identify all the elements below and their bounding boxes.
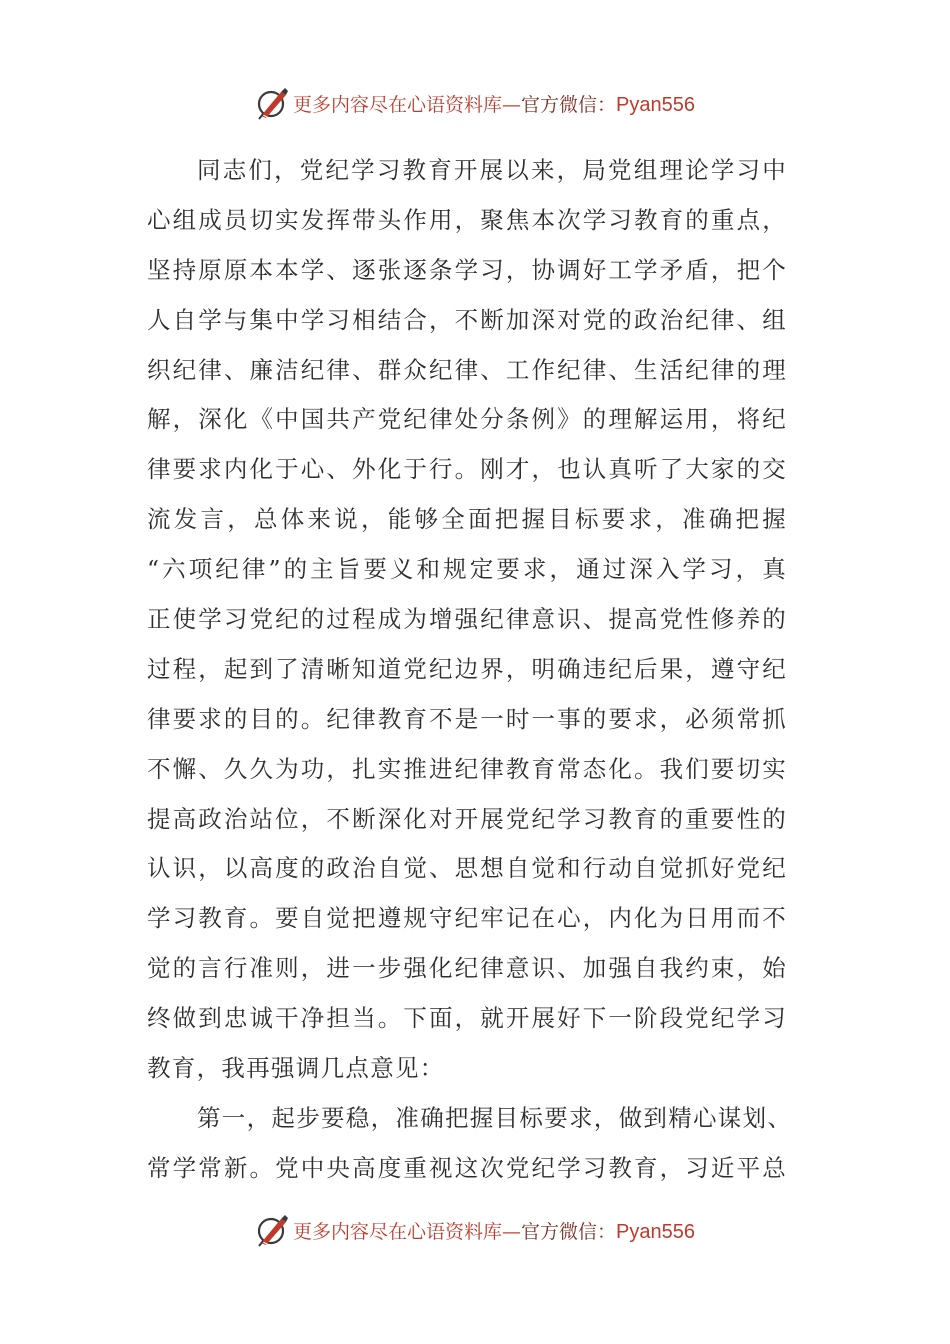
header-banner-wechat-id: Pyan556 (616, 93, 695, 116)
body-line: 律要求内化于心、外化于行。刚才，也认真听了大家的交 (147, 455, 787, 484)
body-text (147, 146, 793, 1194)
footer-banner[interactable] (0, 1210, 950, 1250)
body-line: 人自学与集中学习相结合，不断加深对党的政治纪律、组 (147, 305, 787, 334)
fountain-pen-circle-logo-icon (255, 86, 289, 120)
fountain-pen-circle-logo-icon (255, 1213, 289, 1247)
footer-banner-wechat-id: Pyan556 (616, 1220, 695, 1243)
body-line: 学习教育。要自觉把遵规守纪牢记在心，内化为日用而不 (147, 904, 787, 933)
header-banner-label: 官方微信： (521, 93, 617, 116)
footer-banner-separator: — (502, 1220, 522, 1243)
body-line: 认识，以高度的政治自觉、思想自觉和行动自觉抓好党纪 (147, 854, 787, 883)
footer-banner-label: 官方微信： (521, 1220, 617, 1243)
body-line: 觉的言行准则，进一步强化纪律意识、加强自我约束，始 (147, 954, 787, 983)
body-line: 坚持原原本本学、逐张逐条学习，协调好工学矛盾，把个 (147, 255, 787, 284)
body-line: 同志们，党纪学习教育开展以来，局党组理论学习中 (197, 156, 787, 184)
body-line: 提高政治站位，不断深化对开展党纪学习教育的重要性的 (147, 804, 787, 833)
body-line: 第一，起步要稳，准确把握目标要求，做到精心谋划、 (197, 1103, 793, 1132)
header-banner-separator: — (502, 93, 522, 116)
header-banner[interactable] (0, 83, 950, 123)
body-line: 不懈、久久为功，扎实推进纪律教育常态化。我们要切实 (147, 754, 787, 783)
body-line: 律要求的目的。纪律教育不是一时一事的要求，必须常抓 (147, 704, 787, 733)
body-line: 常学常新。党中央高度重视这次党纪学习教育，习近平总 (147, 1153, 787, 1182)
body-line: 流发言，总体来说，能够全面把握目标要求，准确把握 (147, 505, 787, 534)
body-line: 织纪律、廉洁纪律、群众纪律、工作纪律、生活纪律的理 (147, 355, 787, 384)
body-line: 心组成员切实发挥带头作用，聚焦本次学习教育的重点， (147, 205, 787, 234)
header-banner-title: 更多内容尽在心语资料库 (293, 93, 503, 116)
footer-banner-title: 更多内容尽在心语资料库 (293, 1220, 503, 1243)
body-line: “六项纪律”的主旨要义和规定要求，通过深入学习，真 (147, 555, 787, 584)
footer-banner-text (293, 1217, 695, 1244)
body-line: 过程，起到了清晰知道党纪边界，明确违纪后果，遵守纪 (147, 654, 787, 683)
body-line: 教育，我再强调几点意见： (147, 1054, 445, 1083)
body-line: 解，深化《中国共产党纪律处分条例》的理解运用，将纪 (147, 405, 787, 434)
body-line: 终做到忠诚干净担当。下面，就开展好下一阶段党纪学习 (147, 1004, 787, 1033)
body-line: 正使学习党纪的过程成为增强纪律意识、提高党性修养的 (147, 605, 787, 634)
header-banner-text (293, 90, 695, 117)
